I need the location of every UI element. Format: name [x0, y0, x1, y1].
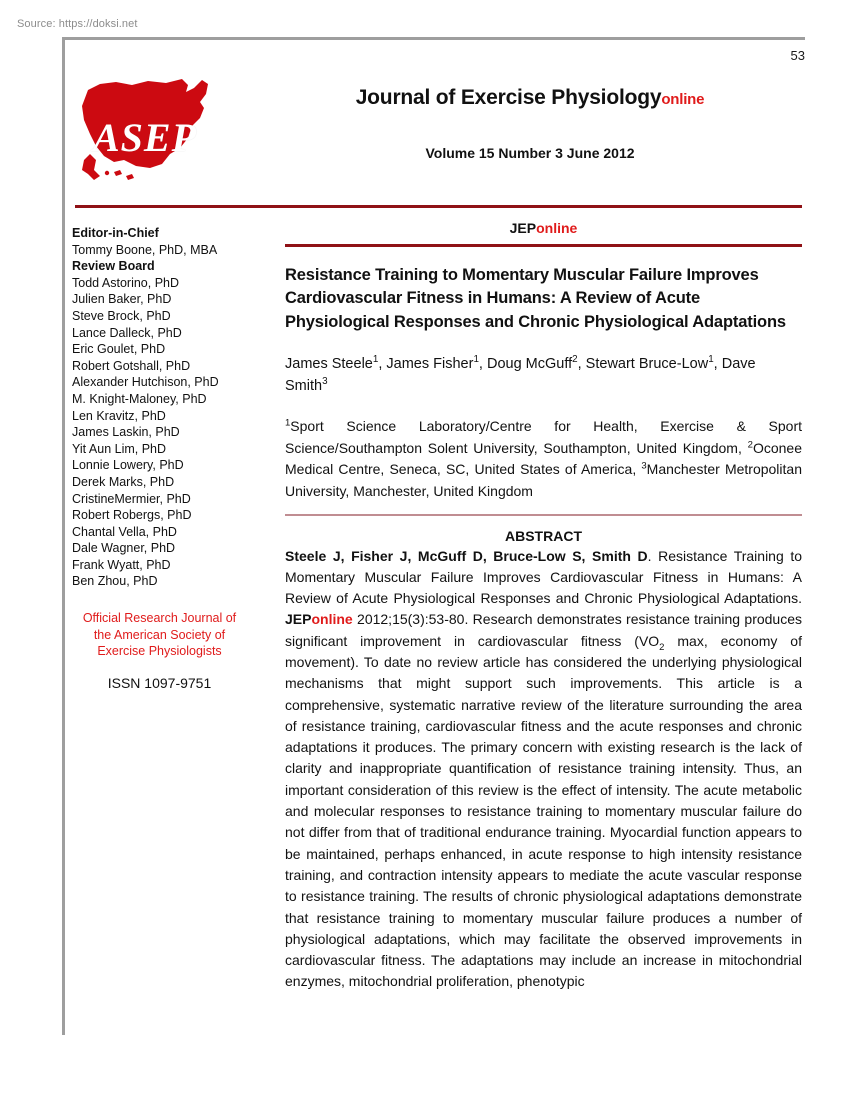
review-board-member: Derek Marks, PhD [72, 474, 175, 489]
society-line-1: Official Research Journal of [82, 611, 237, 625]
abstract-citation-authors: Steele J, Fisher J, McGuff D, Bruce-Low S, Smith D [285, 547, 648, 564]
page-number: 53 [790, 48, 805, 63]
abstract-citation-journal: JEP [285, 611, 312, 628]
article-column [285, 220, 802, 993]
review-board-member: Lonnie Lowery, PhD [72, 458, 184, 473]
review-board-member: Eric Goulet, PhD [72, 342, 166, 357]
jep-label: JEP [509, 220, 537, 236]
abstract-citation-journal-suffix: online [311, 611, 353, 628]
abstract-citation-period: . [647, 547, 659, 564]
society-line-3: Exercise Physiologists [97, 644, 222, 658]
issn-label: ISSN 1097-9751 [107, 675, 212, 691]
society-line-2: the American Society of [93, 627, 226, 642]
jep-label-suffix: online [536, 220, 578, 236]
asep-logo-text: ASEP [92, 115, 198, 160]
editor-in-chief-heading: Editor-in-Chief [72, 226, 159, 240]
masthead-divider [75, 205, 802, 208]
source-watermark: Source: https://doksi.net [17, 18, 138, 30]
journal-title [250, 86, 810, 110]
abstract-text: Research demonstrates resistance training produces significant improvement in cardiovascular fitness ($VO_2$ max, economy of movement). To date no review article has considered the underlying physiological mechanisms that might support such improvements. This article is a comprehensive, systematic narrative review of the literature surrounding the area of resistance training, cardiovascular fitness and the acute responses and chronic adaptations it produces. The primary concern with existing research is the lack of clarity and inappropriate quantification of resistance training intensity. Thus, an important consideration of this review is the effect of intensity. The acute metabolic and molecular responses to resistance training to momentary muscular failure do not differ from that of traditional endurance training. Myocardial function appears to be maintained, perhaps enhanced, in acute response to high intensity resistance training, and contraction intensity appears to mediate the acute vascular response to resistance training. The results of chronic physiological adaptations demonstrate that resistance training to momentary muscular failure produces a number of physiological adaptations, which may facilitate the observed improvements in cardiovascular fitness. The adaptations may include an increase in mitochondrial enzymes, mitochondrial proliferation, phenotypic [285, 611, 803, 990]
abstract-heading: ABSTRACT [505, 527, 582, 544]
editorial-sidebar [72, 225, 252, 590]
asep-logo [70, 68, 220, 196]
review-board-member: Todd Astorino, PhD [72, 275, 180, 290]
review-board-member: Len Kravitz, PhD [72, 408, 166, 423]
jep-online-header [285, 220, 802, 236]
abstract-body [285, 546, 802, 993]
review-board-member: Steve Brock, PhD [72, 308, 171, 323]
review-board-member: James Laskin, PhD [72, 425, 180, 440]
scan-left-border [62, 37, 65, 1035]
review-board-member: Alexander Hutchison, PhD [72, 375, 219, 390]
abstract-citation-ref: 2012;15(3):53-80. [357, 611, 469, 628]
editor-in-chief-name: Tommy Boone, PhD, MBA [72, 242, 218, 257]
review-board-member: CristineMermier, PhD [72, 491, 191, 506]
journal-volume-line: Volume 15 Number 3 June 2012 [425, 145, 635, 161]
article-title: Resistance Training to Momentary Muscular Failure Improves Cardiovascular Fitness in Humans: A Review of Acute Physiological Responses and Chronic Physiological Adaptations [285, 265, 786, 331]
review-board-member: Julien Baker, PhD [72, 292, 172, 307]
review-board-member: Dale Wagner, PhD [72, 541, 176, 556]
review-board-member: M. Knight-Maloney, PhD [72, 391, 207, 406]
abstract-citation-title: Resistance Training to Momentary Muscular Failure Improves Cardiovascular Fitness in Humans: A Review of Acute Physiological Responses and Chronic Physiological Adaptations. [285, 547, 803, 607]
review-board-member: Robert Robergs, PhD [72, 508, 192, 523]
society-statement [62, 610, 257, 660]
author-list: James Steele$^1$, James Fisher$^1$, Doug McGuff$^2$, Stewart Bruce-Low$^1$, Dave Smith$^3$ [285, 354, 756, 394]
author-affiliations: $^1$Sport Science Laboratory/Centre for Health, Exercise & Sport Science/Southampton Solent University, Southampton, United Kingdom, $^2$Oconee Medical Centre, Seneca, SC, United States of America, $^3$Manchester Metropolitan University, Manchester, United Kingdom [285, 417, 802, 499]
review-board-member: Lance Dalleck, PhD [72, 325, 182, 340]
review-board-member: Frank Wyatt, PhD [72, 557, 171, 572]
masthead [70, 68, 810, 198]
abstract-divider [285, 514, 802, 516]
review-board-member: Chantal Vella, PhD [72, 524, 177, 539]
jep-header-divider [285, 244, 802, 247]
review-board-member: Yit Aun Lim, PhD [72, 441, 167, 456]
journal-title-suffix: online [661, 91, 705, 108]
review-board-heading: Review Board [72, 259, 155, 274]
review-board-member: Ben Zhou, PhD [72, 574, 158, 589]
review-board-member: Robert Gotshall, PhD [72, 358, 191, 373]
scan-top-border [62, 37, 805, 40]
journal-title-main: Journal of Exercise Physiology [355, 86, 662, 109]
